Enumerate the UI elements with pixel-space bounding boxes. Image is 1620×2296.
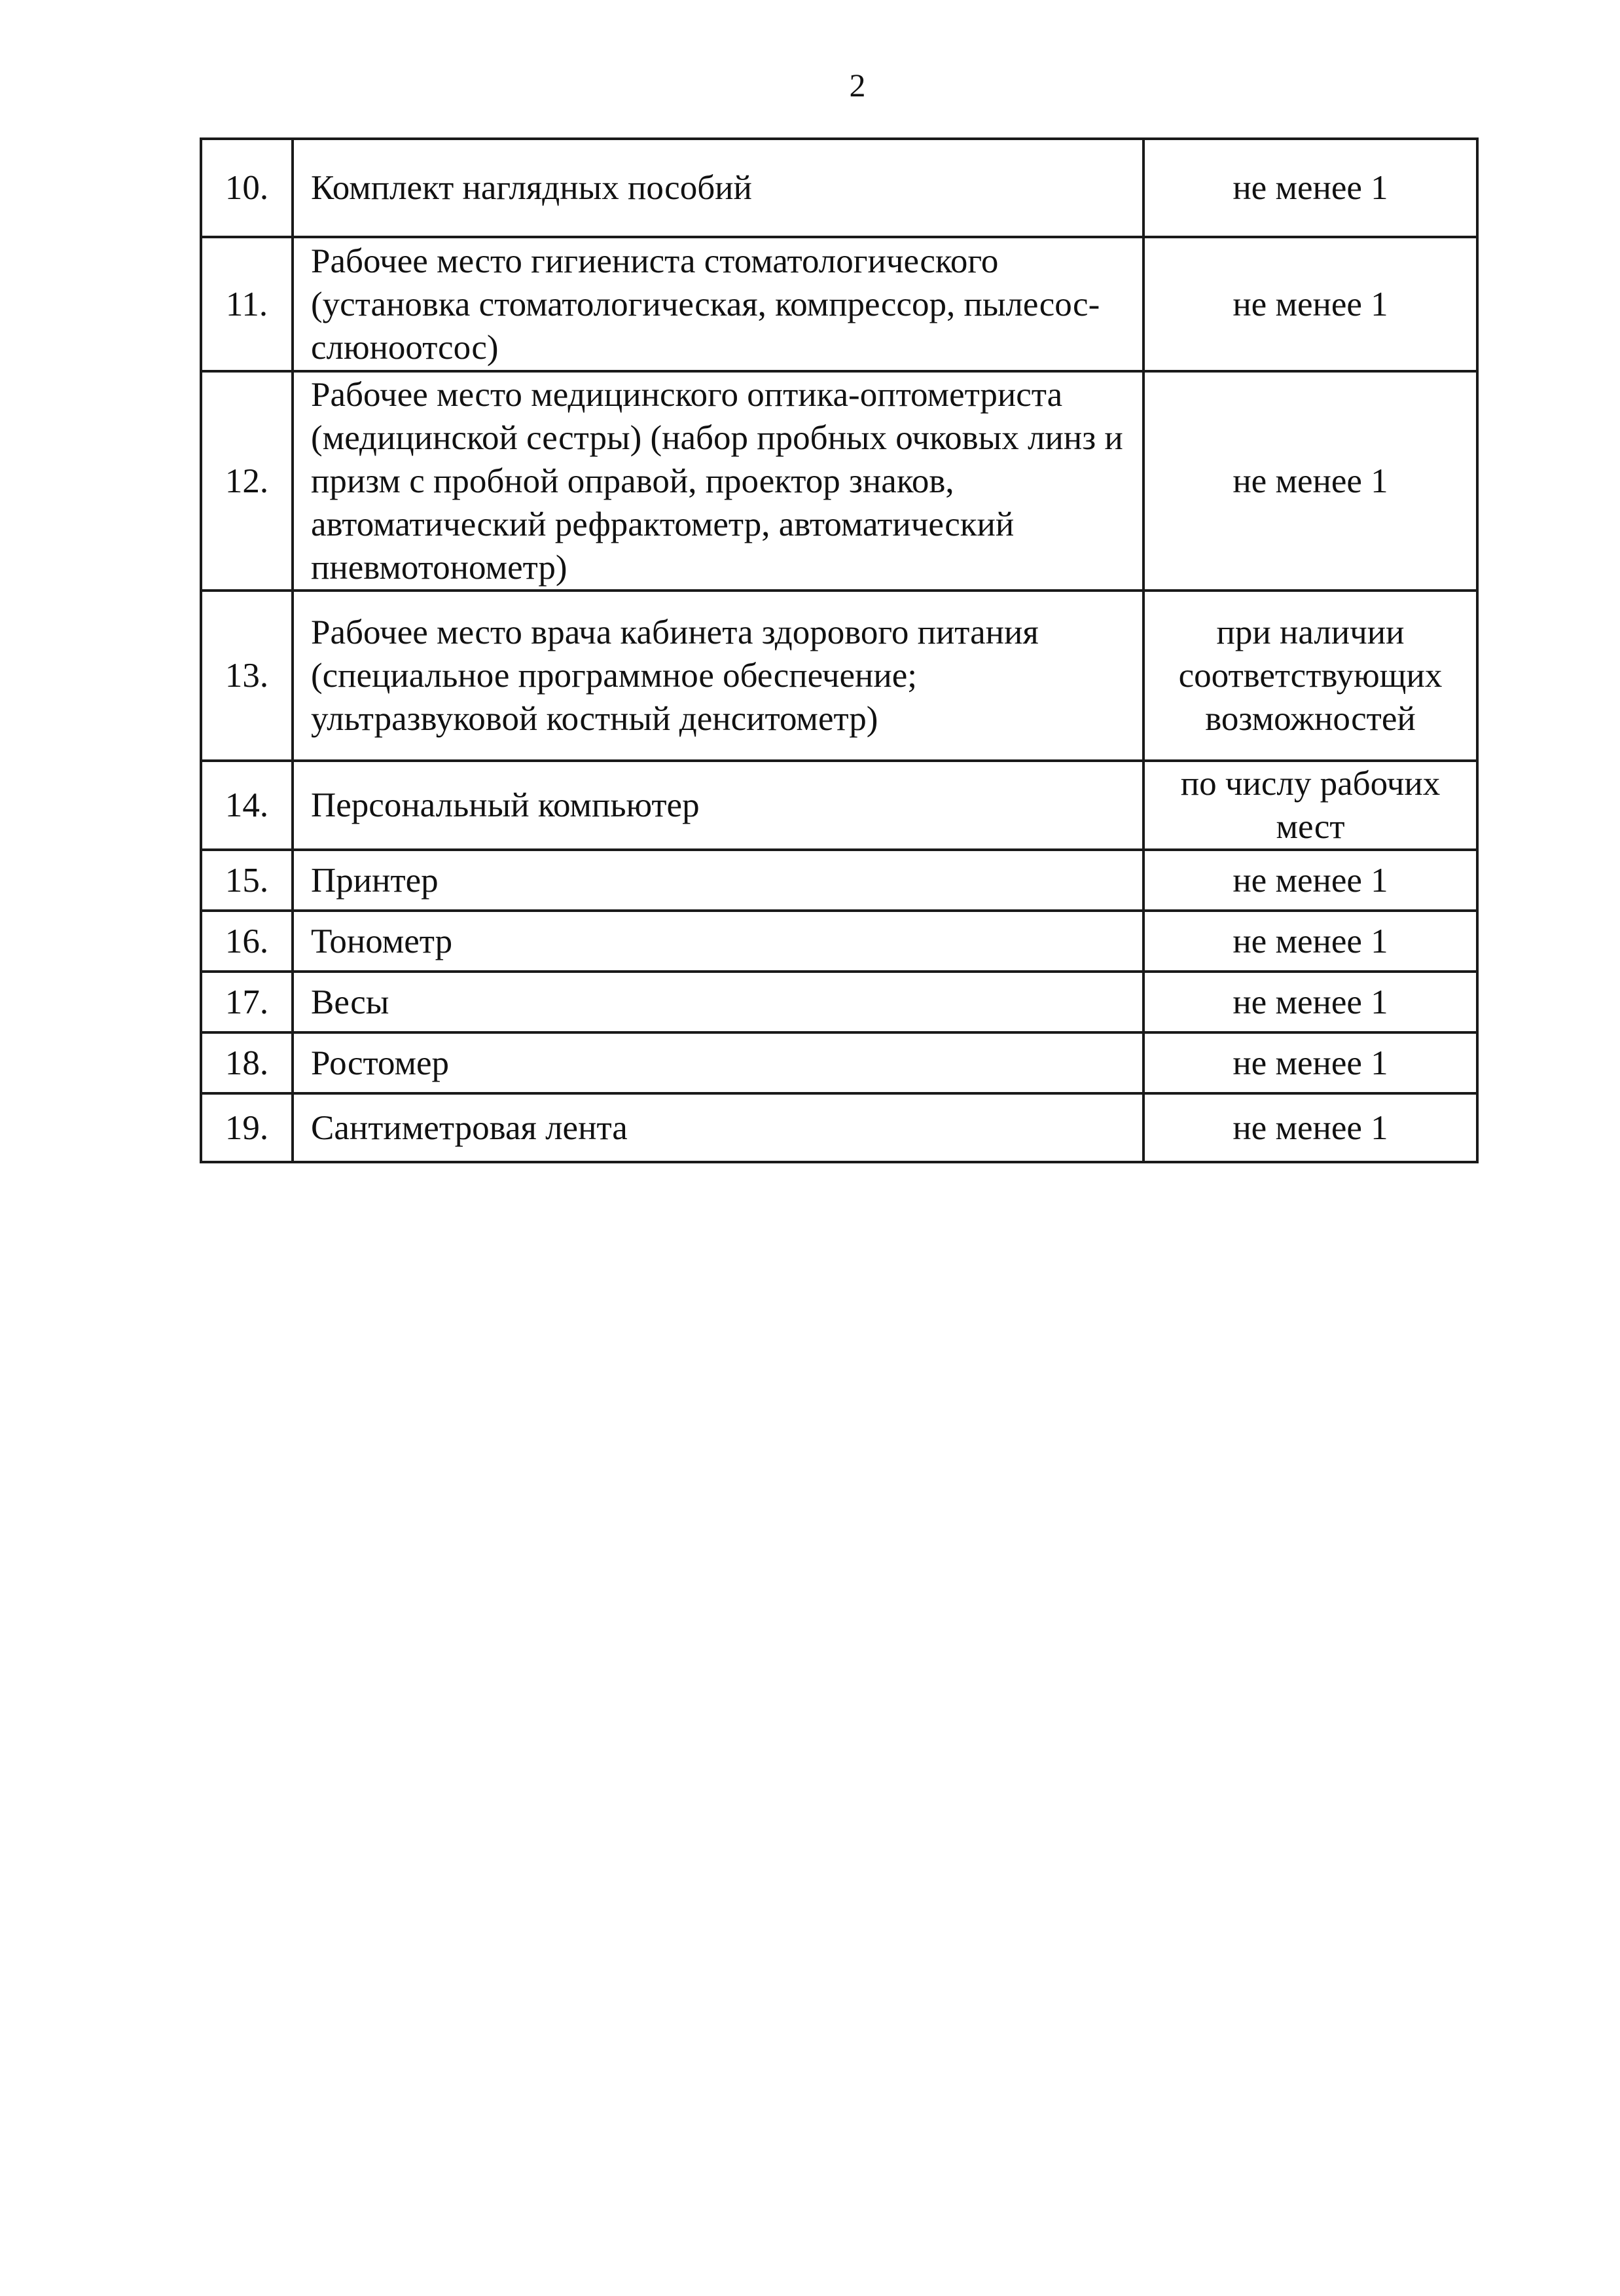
row-number: 15. [201, 850, 293, 911]
table-row [201, 591, 1477, 761]
equipment-name: Рабочее место врача кабинета здорового питания (специальное программное обеспечение; ультразвуковой костный денситометр) [293, 591, 1143, 761]
table-row [201, 1032, 1477, 1093]
equipment-name: Рабочее место медицинского оптика-оптометриста (медицинской сестры) (набор пробных очковых линз и призм с пробной оправой, проектор знаков, автоматический рефрактометр, автоматический пневмотонометр) [293, 371, 1143, 591]
equipment-name: Принтер [293, 850, 1143, 911]
row-number: 12. [201, 371, 293, 591]
equipment-name: Сантиметровая лента [293, 1093, 1143, 1162]
equipment-quantity: не менее 1 [1143, 237, 1477, 371]
table-row [201, 911, 1477, 972]
equipment-name: Комплект наглядных пособий [293, 139, 1143, 237]
table-row [201, 237, 1477, 371]
equipment-quantity: не менее 1 [1143, 1032, 1477, 1093]
equipment-name: Ростомер [293, 1032, 1143, 1093]
equipment-name: Весы [293, 972, 1143, 1032]
row-number: 10. [201, 139, 293, 237]
page-number: 2 [849, 67, 866, 103]
equipment-quantity: не менее 1 [1143, 972, 1477, 1032]
table-row [201, 371, 1477, 591]
equipment-quantity: не менее 1 [1143, 371, 1477, 591]
equipment-quantity: не менее 1 [1143, 139, 1477, 237]
equipment-quantity: не менее 1 [1143, 1093, 1477, 1162]
row-number: 19. [201, 1093, 293, 1162]
equipment-name: Персональный компьютер [293, 761, 1143, 850]
equipment-quantity: не менее 1 [1143, 911, 1477, 972]
equipment-quantity: не менее 1 [1143, 850, 1477, 911]
table-row [201, 1093, 1477, 1162]
row-number: 16. [201, 911, 293, 972]
equipment-quantity: при наличии соответствующих возможностей [1143, 591, 1477, 761]
table-row [201, 139, 1477, 237]
equipment-quantity: по числу рабочих мест [1143, 761, 1477, 850]
row-number: 14. [201, 761, 293, 850]
table-row [201, 761, 1477, 850]
equipment-table [200, 137, 1479, 1163]
row-number: 11. [201, 237, 293, 371]
equipment-name: Тонометр [293, 911, 1143, 972]
row-number: 18. [201, 1032, 293, 1093]
table-row [201, 850, 1477, 911]
row-number: 13. [201, 591, 293, 761]
table-row [201, 972, 1477, 1032]
row-number: 17. [201, 972, 293, 1032]
equipment-name: Рабочее место гигиениста стоматологического (установка стоматологическая, компрессор, пылесос-слюноотсос) [293, 237, 1143, 371]
